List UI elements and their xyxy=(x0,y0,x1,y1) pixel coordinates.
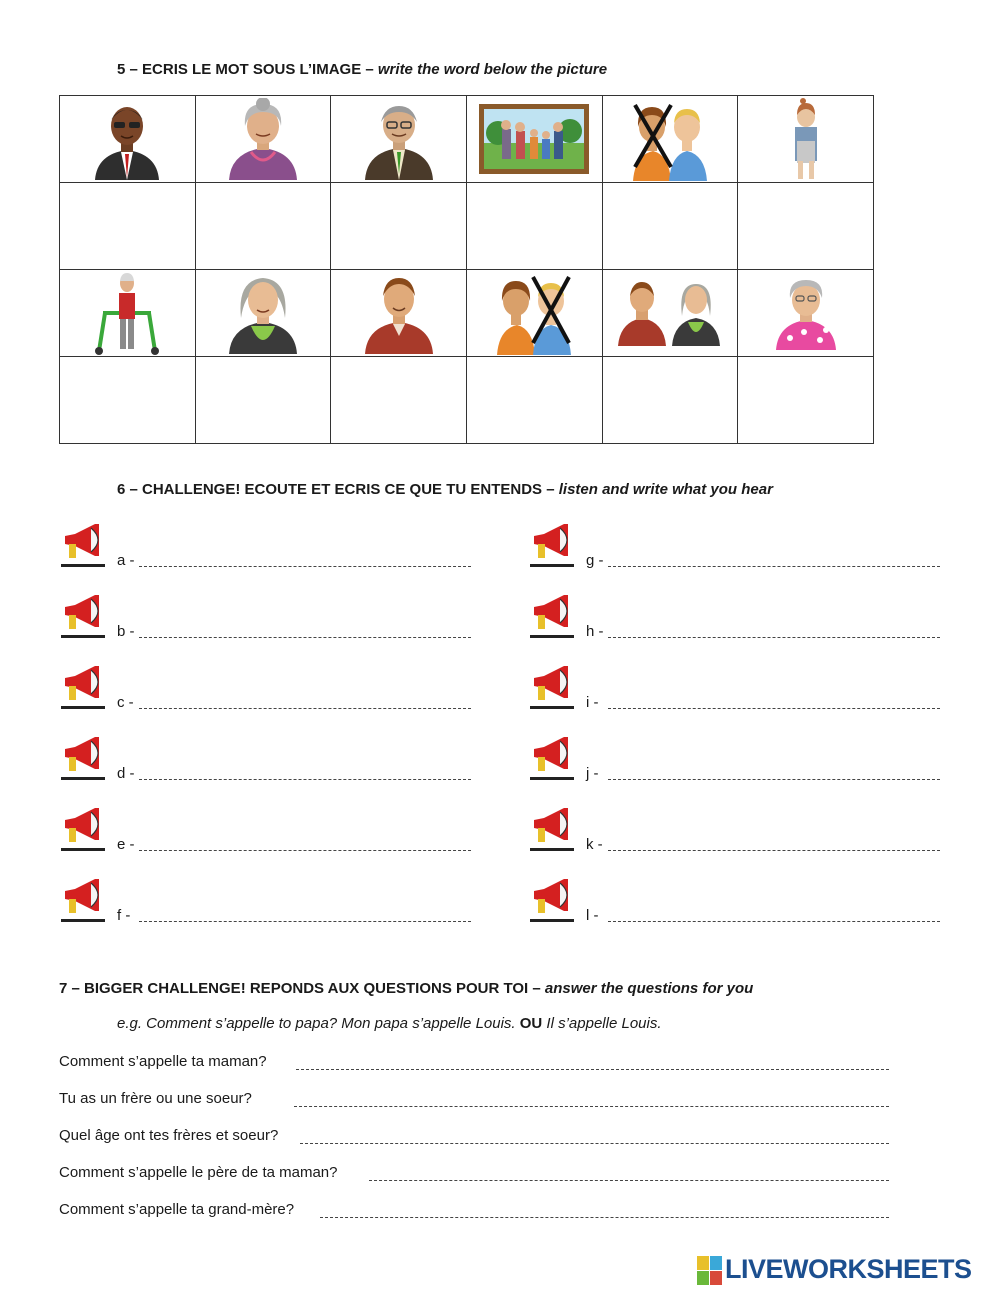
answer-cell[interactable] xyxy=(60,357,196,444)
picture-cell xyxy=(602,96,738,183)
picture-cell xyxy=(738,96,874,183)
logo-text: LIVEWORKSHEETS xyxy=(725,1254,972,1284)
question-answer-input[interactable] xyxy=(300,1123,893,1145)
boy-icon xyxy=(359,272,439,354)
listening-answer-input[interactable] xyxy=(139,686,475,710)
listening-answer-input[interactable] xyxy=(608,828,944,852)
listening-answer-input[interactable] xyxy=(139,828,475,852)
item-label: h - xyxy=(586,623,604,640)
liveworksheets-logo xyxy=(697,1254,997,1286)
answer-cell[interactable] xyxy=(466,357,602,444)
answer-input[interactable] xyxy=(738,183,873,269)
listening-answer-input[interactable] xyxy=(139,757,475,781)
answer-input[interactable] xyxy=(196,183,331,269)
picture-cell xyxy=(60,96,196,183)
listening-answer-input[interactable] xyxy=(608,899,944,923)
picture-cell xyxy=(195,270,331,357)
item-label: e - xyxy=(117,836,135,853)
question-answer-input[interactable] xyxy=(369,1160,893,1182)
old-lady-icon xyxy=(774,276,838,350)
listening-item xyxy=(528,522,948,572)
answer-input[interactable] xyxy=(331,357,466,443)
question-label: Comment s’appelle ta maman? xyxy=(59,1053,267,1070)
answer-cell[interactable] xyxy=(738,183,874,270)
item-label: b - xyxy=(117,623,135,640)
answer-input[interactable] xyxy=(467,357,602,443)
grandfather-icon xyxy=(359,98,439,180)
answer-cell[interactable] xyxy=(331,183,467,270)
example-sentence: e.g. Comment s’appelle to papa? Mon papa s’appelle Louis. OU Il s’appelle Louis. xyxy=(117,1015,662,1032)
picture-word-grid xyxy=(59,95,874,444)
item-label: j - xyxy=(586,765,599,782)
woman-icon xyxy=(223,272,303,354)
picture-cell xyxy=(331,96,467,183)
item-label: c - xyxy=(117,694,134,711)
listening-item xyxy=(528,593,948,643)
speaker-icon[interactable] xyxy=(59,664,107,710)
picture-cell xyxy=(60,270,196,357)
section-5-title: 5 – ECRIS LE MOT SOUS L’IMAGE – write the word below the picture xyxy=(117,61,608,78)
listening-answer-input[interactable] xyxy=(139,899,475,923)
girl-apron-icon xyxy=(781,97,831,181)
listening-item xyxy=(528,806,948,856)
answer-input[interactable] xyxy=(60,357,195,443)
question-label: Comment s’appelle le père de ta maman? xyxy=(59,1164,338,1181)
question-label: Comment s’appelle ta grand-mère? xyxy=(59,1201,295,1218)
listening-answer-input[interactable] xyxy=(139,615,475,639)
speaker-icon[interactable] xyxy=(528,522,576,568)
answer-input[interactable] xyxy=(603,357,738,443)
answer-cell[interactable] xyxy=(60,183,196,270)
listening-item xyxy=(59,806,479,856)
family-photo-icon xyxy=(478,103,590,175)
question-answer-input[interactable] xyxy=(296,1049,893,1071)
answer-cell[interactable] xyxy=(331,357,467,444)
listening-item xyxy=(59,522,479,572)
item-label: i - xyxy=(586,694,599,711)
answer-input[interactable] xyxy=(60,183,195,269)
listening-answer-input[interactable] xyxy=(608,544,944,568)
picture-cell xyxy=(331,270,467,357)
answer-cell[interactable] xyxy=(602,357,738,444)
picture-row-1 xyxy=(60,96,874,183)
listening-item xyxy=(59,877,479,927)
item-label: f - xyxy=(117,907,131,924)
old-man-walker-icon xyxy=(89,271,165,355)
listening-item xyxy=(528,735,948,785)
picture-cell xyxy=(602,270,738,357)
speaker-icon[interactable] xyxy=(528,806,576,852)
question-label: Tu as un frère ou une soeur? xyxy=(59,1090,252,1107)
item-label: k - xyxy=(586,836,603,853)
answer-input[interactable] xyxy=(196,357,331,443)
listening-item xyxy=(59,664,479,714)
answer-cell[interactable] xyxy=(738,357,874,444)
answer-row-2 xyxy=(60,357,874,444)
item-label: l - xyxy=(586,907,599,924)
picture-cell xyxy=(738,270,874,357)
couple-icon xyxy=(614,280,726,346)
listening-answer-input[interactable] xyxy=(608,757,944,781)
question-answer-input[interactable] xyxy=(320,1197,893,1219)
item-label: g - xyxy=(586,552,604,569)
answer-cell[interactable] xyxy=(195,357,331,444)
question-answer-input[interactable] xyxy=(294,1086,893,1108)
picture-cell xyxy=(466,96,602,183)
crossed-brother-sister-icon xyxy=(493,271,575,355)
listening-item xyxy=(528,664,948,714)
listening-answer-input[interactable] xyxy=(139,544,475,568)
speaker-icon[interactable] xyxy=(59,877,107,923)
answer-cell[interactable] xyxy=(466,183,602,270)
speaker-icon[interactable] xyxy=(528,593,576,639)
speaker-icon[interactable] xyxy=(59,735,107,781)
answer-input[interactable] xyxy=(331,183,466,269)
speaker-icon[interactable] xyxy=(59,806,107,852)
grandmother-icon xyxy=(223,98,303,180)
speaker-icon[interactable] xyxy=(59,522,107,568)
answer-input[interactable] xyxy=(467,183,602,269)
item-label: d - xyxy=(117,765,135,782)
man-with-glasses-icon xyxy=(87,98,167,180)
answer-input[interactable] xyxy=(603,183,738,269)
section-6-title: 6 – CHALLENGE! ECOUTE ET ECRIS CE QUE TU ENTENDS – listen and write what you hear xyxy=(117,481,773,498)
picture-cell xyxy=(466,270,602,357)
section-7-title: 7 – BIGGER CHALLENGE! REPONDS AUX QUESTIONS POUR TOI – answer the questions for you xyxy=(59,980,754,997)
listening-answer-input[interactable] xyxy=(608,686,944,710)
answer-cell[interactable] xyxy=(195,183,331,270)
listening-item xyxy=(59,735,479,785)
crossed-sister-brother-icon xyxy=(629,97,711,181)
speaker-icon[interactable] xyxy=(59,593,107,639)
picture-cell xyxy=(195,96,331,183)
listening-answer-input[interactable] xyxy=(608,615,944,639)
listening-item xyxy=(59,593,479,643)
question-label: Quel âge ont tes frères et soeur? xyxy=(59,1127,279,1144)
answer-row-1 xyxy=(60,183,874,270)
item-label: a - xyxy=(117,552,135,569)
speaker-icon[interactable] xyxy=(528,664,576,710)
speaker-icon[interactable] xyxy=(528,877,576,923)
speaker-icon[interactable] xyxy=(528,735,576,781)
picture-row-2 xyxy=(60,270,874,357)
live-badge-icon xyxy=(697,1256,723,1286)
listening-item xyxy=(528,877,948,927)
answer-cell[interactable] xyxy=(602,183,738,270)
answer-input[interactable] xyxy=(738,357,873,443)
